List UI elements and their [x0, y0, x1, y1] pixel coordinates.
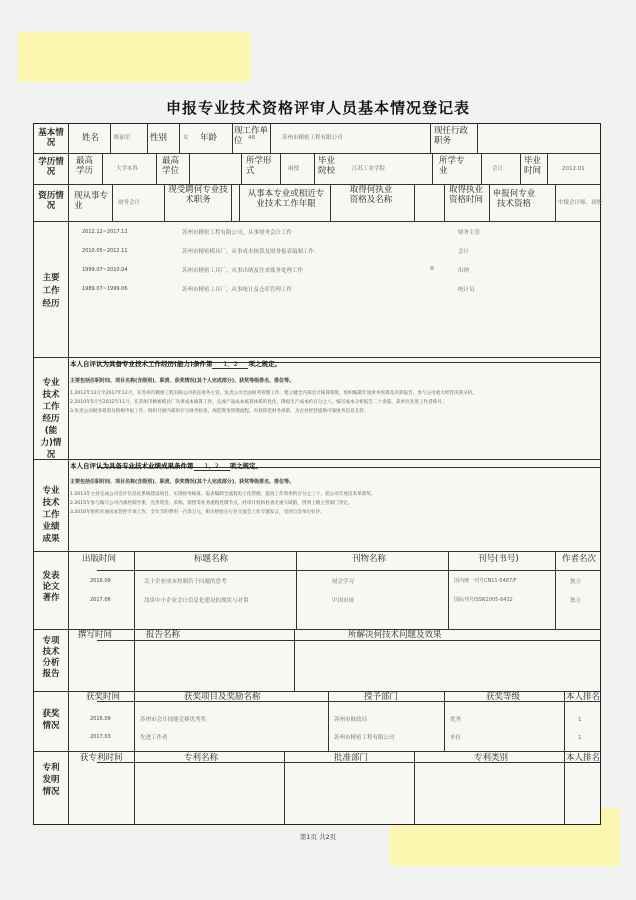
grad-time-value: 2012.01: [562, 166, 585, 172]
school-label: 毕业院校: [318, 156, 336, 176]
paper-rank: 独立: [570, 579, 582, 585]
highest-edu-label: 最高学历: [76, 156, 94, 176]
papers-header-journal: 刊物名称: [352, 554, 387, 564]
unit-value: 苏州市精密工程有限公司: [282, 135, 343, 141]
award-rank: 1: [578, 735, 582, 741]
years-label: 从事本专业或相近专业技术工作年限: [247, 189, 325, 209]
work-description: 苏州市精密模具厂，从事成本核算及财务报表编制工作: [182, 249, 315, 255]
work-role: 出纳: [458, 268, 470, 274]
scan-speck: [430, 266, 434, 270]
paper-issn: 国际刊号ISSN1005-6432: [454, 597, 513, 603]
name-value: 陈丽军: [114, 135, 131, 141]
work-description: 苏州市精密工具厂，从事统计及仓库管理工作: [182, 287, 293, 293]
section-awards: 获奖情况: [42, 709, 60, 731]
work-period: 2012.12~2017.12: [82, 229, 128, 235]
award-level: 单位: [450, 735, 462, 741]
papers-header-issn: 刊号(书号): [478, 554, 519, 564]
paper-journal: 财会学习: [332, 579, 355, 585]
section-qualifications: 资历情况: [38, 191, 64, 211]
section-papers: 发表论文著作: [42, 571, 60, 603]
results-line: 3.2016年组织开展成本管控专项工作，全年节约费用一百余万元，相关经验在行业交流会上作专题发言，受到与会单位好评。: [70, 510, 325, 515]
section-basic: 基本情况: [38, 128, 64, 148]
mid-title-value: 中级会计师、初级: [558, 200, 603, 206]
awards-header-name: 获奖项目及奖励名称: [184, 692, 261, 702]
section-results: 专业技术工作业绩成果: [42, 486, 60, 544]
section-ability: 专业技术工作经历(能力)情况: [40, 378, 62, 460]
ability-line: 1.2012年12月至2017年12月，在苏州市精密工程有限公司担任财务主管，负责公司全面财务管理工作，建立健全内部会计核算制度，组织编制年度财务预算及决算报告，参与公司重大经营决策分析。: [70, 391, 477, 396]
award-time: 2017.03: [90, 734, 111, 740]
name-label: 姓名: [82, 133, 100, 143]
section-work-history: 主要工作经历: [42, 273, 60, 309]
reports-header-name: 报告名称: [146, 630, 181, 640]
highest-edu-value: 大学本科: [116, 166, 139, 172]
reports-header-time: 撰写时间: [78, 630, 113, 640]
paper-title: 关于企业成本控制若干问题的思考: [144, 579, 227, 585]
current-major-value: 财务会计: [118, 200, 141, 206]
paper-rank: 独立: [570, 598, 582, 604]
position-label: 现任行政职务: [434, 126, 469, 146]
cert-time-label: 取得执业资格时间: [448, 185, 483, 205]
award-dept: 苏州市精密工程有限公司: [334, 735, 395, 741]
section-reports: 专项技术分析报告: [42, 636, 60, 679]
gender-value: 女: [183, 135, 189, 141]
major-label: 所学专业: [439, 156, 465, 176]
age-value: 48: [248, 135, 255, 141]
cert-label: 取得何执业资格及名称: [349, 185, 393, 205]
grad-time-label: 毕业时间: [524, 156, 542, 176]
paper-journal: 中国市场: [332, 598, 355, 604]
work-period: 1999.07~2010.04: [82, 267, 128, 273]
document-title: 申报专业技术资格评审人员基本情况登记表: [165, 99, 470, 117]
mid-title-label: 申报何专业技术资格: [492, 189, 536, 209]
school-value: 江苏工业学院: [352, 166, 386, 172]
section-education: 学历情况: [38, 157, 64, 177]
gender-label: 性别: [150, 133, 168, 143]
sticky-note-top: [18, 32, 250, 82]
registration-form: [33, 123, 601, 825]
award-name: 先进工作者: [140, 735, 168, 741]
results-line: 1.2013年主持完成公司会计信息化系统建设项目，实现财务核算、报表编制全流程电子化管理，提高工作效率约百分之三十，获公司年度技术革新奖。: [70, 492, 376, 497]
ability-hint: 主要包括任职时间、项目名称(含级别)、职责、获奖情况(其个人完成部分)、获奖等级排名、排位等。: [70, 378, 295, 384]
papers-header-rank: 作者名次: [562, 554, 597, 564]
age-label: 年龄: [200, 133, 218, 143]
title-time-label: 现受聘何专业技术职务: [168, 185, 228, 205]
award-name: 苏州市会计技能竞赛优秀奖: [140, 717, 207, 723]
major-value: 会计: [492, 166, 504, 172]
reports-header-effect: 所解决何技术问题及效果: [348, 630, 442, 640]
patents-header-rank: 本人排名: [566, 753, 601, 763]
award-dept: 苏州市财政局: [334, 717, 368, 723]
work-role: 统计员: [458, 287, 475, 293]
paper-issn: 国内统一刊号CN11-5487/F: [454, 578, 517, 584]
ability-line: 2.2010年5月至2012年11月，在苏州市精密模具厂从事成本核算工作，完成产品成本核算体系的优化，降低生产成本约百分之八，编写成本分析报告二十余篇，获单位先进工作者称号。: [70, 400, 447, 405]
awards-header-level: 获奖等级: [486, 692, 521, 702]
ability-paragraph: [70, 389, 590, 455]
patents-header-dept: 批准部门: [334, 753, 369, 763]
study-form-value: 函授: [288, 166, 300, 172]
work-role: 会计: [458, 249, 470, 255]
paper-title: 浅谈中小企业会计信息化建设的现状与对策: [144, 598, 249, 604]
work-period: 1989.07~1999.06: [82, 286, 128, 292]
patents-header-type: 专利类别: [474, 753, 509, 763]
award-rank: 1: [578, 717, 582, 723]
highest-degree-label: 最高学位: [162, 156, 180, 176]
results-line: 2.2015年参与编写公司内部控制手册，完善资金、采购、销售等业务流程控制节点，经审计机构检查无重大缺陷，得到上级主管部门肯定。: [70, 501, 353, 506]
section-patents: 专利发明情况: [42, 763, 60, 797]
work-period: 2010.05~2012.11: [82, 248, 128, 254]
patents-header-time: 获专利时间: [80, 753, 123, 763]
work-role: 财务主管: [458, 230, 481, 236]
current-major-label: 现从事专业: [74, 191, 109, 211]
papers-header-title: 标题名称: [194, 554, 229, 564]
ability-line: 3.负责公司税务筹划及纳税申报工作，组织开展内部审计与财务检查，规范资金管理流程，有效防范财务风险，为企业经营提供可靠财务信息支持。: [70, 409, 369, 414]
award-level: 优秀: [450, 717, 462, 723]
awards-header-dept: 授予部门: [364, 692, 399, 702]
papers-header-time: 出版时间: [82, 554, 117, 564]
results-statement: 本人自评认为具备专业技术业绩成果条件第 1、2 项之规定。: [70, 462, 262, 470]
patents-header-name: 专利名称: [184, 753, 219, 763]
awards-header-time: 获奖时间: [86, 692, 121, 702]
paper-time: 2016.09: [90, 578, 111, 584]
page-footer: 第1页 共2页: [299, 833, 337, 841]
paper-time: 2017.06: [90, 597, 111, 603]
ability-statement: 本人自评认为具备专业技术工作经历(能力)条件第 1、2 项之规定。: [70, 360, 281, 368]
unit-label: 现工作单位: [234, 126, 269, 146]
award-time: 2016.09: [90, 716, 111, 722]
study-form-label: 所学形式: [246, 156, 272, 176]
results-paragraph: [70, 490, 590, 546]
awards-header-rank: 本人排名: [566, 692, 601, 702]
work-description: 苏州市精密工具厂，从事出纳及往来账务处理工作: [182, 268, 304, 274]
work-description: 苏州市精密工程有限公司，从事财务会计工作: [182, 230, 293, 236]
results-hint: 主要包括任职时间、项目名称(含级别)、职责、获奖情况(其个人完成部分)、获奖等级排名、排位等。: [70, 479, 295, 485]
